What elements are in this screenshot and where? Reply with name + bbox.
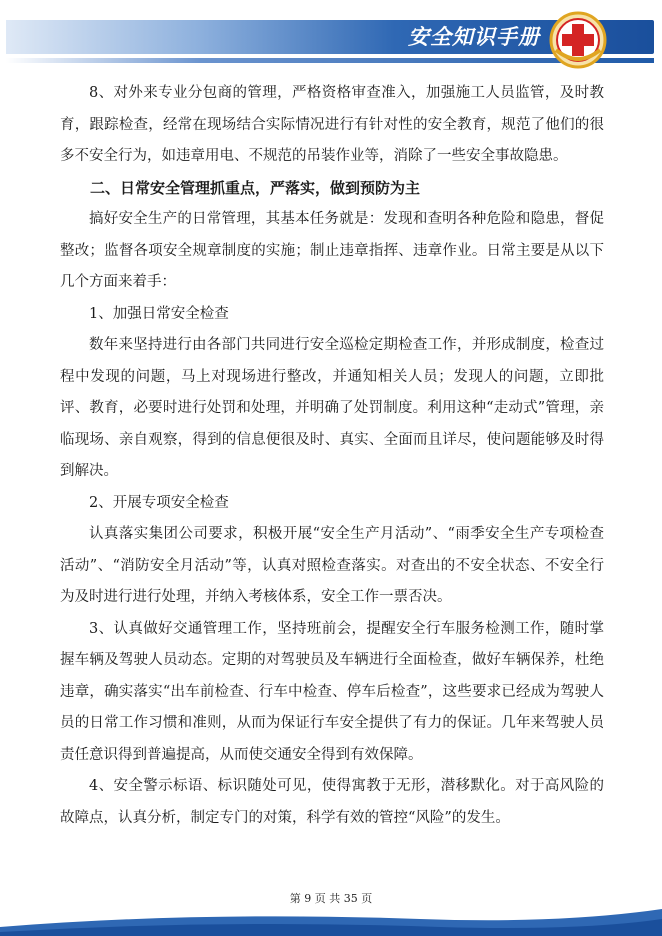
safety-cross-emblem-icon (548, 10, 608, 70)
page-number: 第 9 页 共 35 页 (289, 892, 373, 905)
paragraph-traffic-management: 3、认真做好交通管理工作，坚持班前会，提醒安全行车服务检测工作，随时掌握车辆及驾驶人员动态。定期的对驾驶员及车辆进行全面检查，做好车辆保养，杜绝违章，确实落实“出车前检查、行车中检查、停车后检查”，这些要求已经成为驾驶人员的日常工作习惯和准则，从而为保证行车安全提供了有力的保证。几年来驾驶人员责任意识得到普遍提高，从而使交通安全得到有效保障。 (60, 620, 604, 763)
page-title: 安全知识手册 (408, 25, 540, 49)
paragraph-daily-inspection: 数年来坚持进行由各部门共同进行安全巡检定期检查工作，并形成制度，检查过程中发现的问题，马上对现场进行整改，并通知相关人员；发现人的问题，立即批评、教育，必要时进行处罚和处理，并明确了处罚制度。利用这种“走动式”管理，亲临现场、亲自观察，得到的信息便很及时、真实、全面而且详尽，使问题能够及时得到解决。 (60, 337, 604, 479)
paragraph-special-inspection: 认真落实集团公司要求，积极开展“安全生产月活动”、“雨季安全生产专项检查活动”、“消防安全月活动”等，认真对照检查落实。对查出的不安全状态、不安全行为及时进行进行处理，并纳入考核体系，安全工作一票否决。 (60, 526, 604, 605)
subheading-1: 1、加强日常安全检查 (89, 305, 229, 322)
document-body (60, 78, 604, 834)
section-heading-2: 二、日常安全管理抓重点，严落实，做到预防为主 (90, 178, 421, 197)
subheading-2: 2、开展专项安全检查 (89, 494, 229, 511)
paragraph-warning-signs: 4、安全警示标语、标识随处可见，使得寓教于无形，潜移默化。对于高风险的故障点，认真分析，制定专门的对策，科学有效的管控“风险”的发生。 (60, 778, 604, 826)
paragraph-daily-management: 搞好安全生产的日常管理，其基本任务就是：发现和查明各种危险和隐患，督促整改；监督各项安全规章制度的实施；制止违章指挥、违章作业。日常主要是从以下几个方面来着手： (60, 211, 604, 290)
footer-wave-decoration (0, 905, 662, 936)
paragraph-item-8: 8、对外来专业分包商的管理，严格资格审查准入，加强施工人员监管，及时教育，跟踪检查，经常在现场结合实际情况进行有针对性的安全教育，规范了他们的很多不安全行为，如违章用电、不规范的吊装作业等，消除了一些安全事故隐患。 (60, 85, 604, 164)
